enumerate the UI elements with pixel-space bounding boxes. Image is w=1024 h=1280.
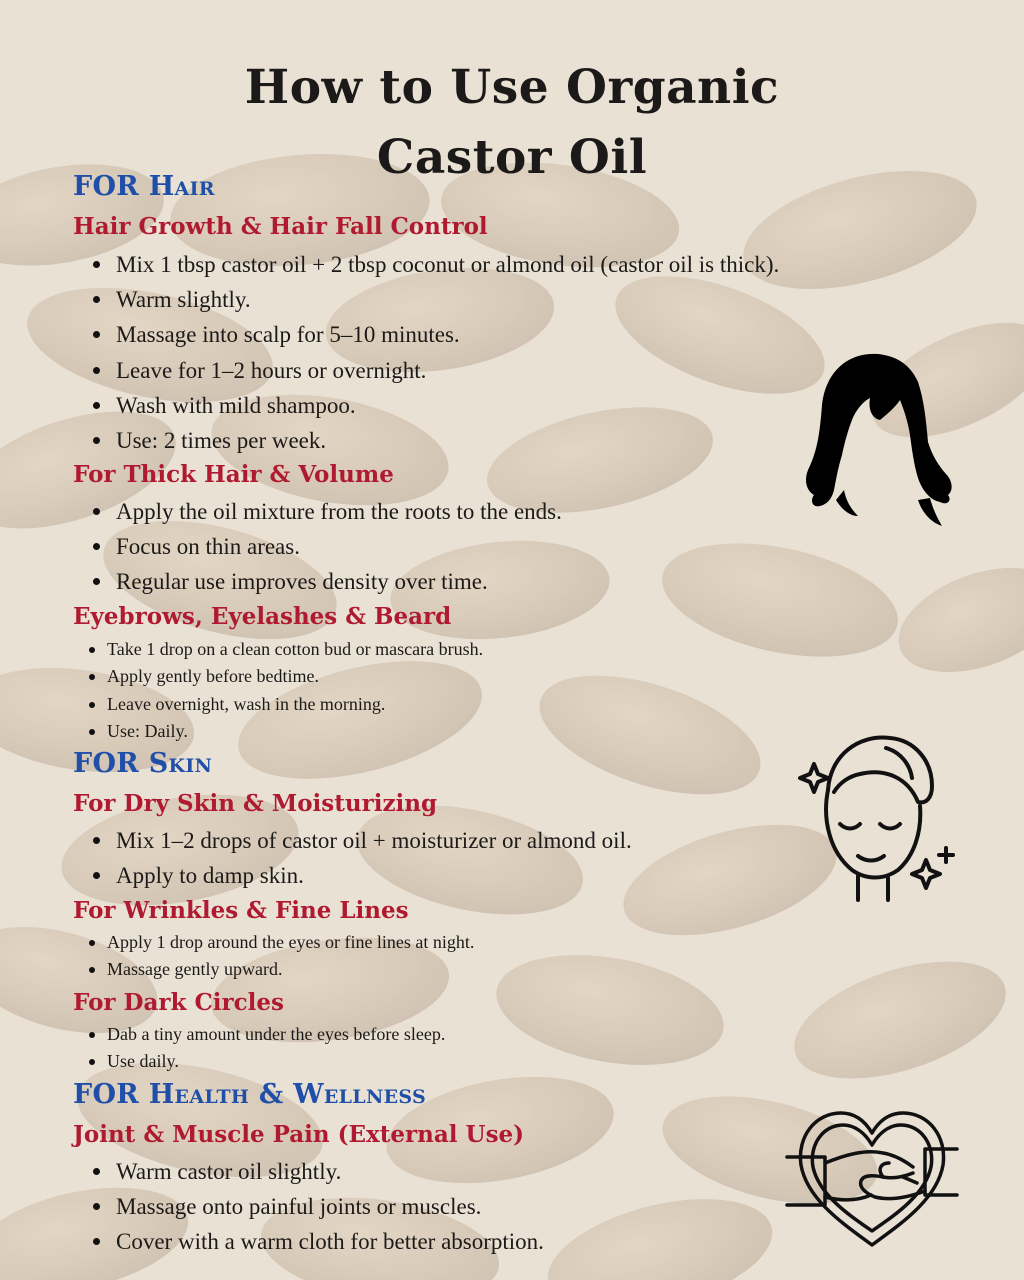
section-heading-hair: FOR Hair	[73, 171, 215, 202]
list-item: Apply 1 drop around the eyes or fine lines at night.	[73, 929, 474, 956]
face-care-icon	[790, 728, 955, 908]
subheading-dry-skin: For Dry Skin & Moisturizing	[73, 790, 438, 817]
list-item: Dab a tiny amount under the eyes before sleep.	[73, 1021, 445, 1048]
list-item: Mix 1 tbsp castor oil + 2 tbsp coconut or almond oil (castor oil is thick).	[73, 247, 779, 282]
hair-growth-list	[73, 247, 779, 458]
hair-icon	[800, 350, 955, 530]
wrinkles-list	[73, 929, 474, 984]
eyebrows-list	[73, 636, 483, 746]
subheading-dark-circles: For Dark Circles	[73, 989, 284, 1016]
list-item: Use: 2 times per week.	[73, 423, 779, 458]
list-item: Use: Daily.	[73, 718, 483, 745]
list-item: Warm slightly.	[73, 282, 779, 317]
dark-circles-list	[73, 1021, 445, 1076]
list-item: Cover with a warm cloth for better absorption.	[73, 1224, 544, 1259]
list-item: Leave overnight, wash in the morning.	[73, 691, 483, 718]
subheading-wrinkles: For Wrinkles & Fine Lines	[73, 897, 409, 924]
list-item: Use daily.	[73, 1048, 445, 1075]
section-heading-skin: FOR Skin	[73, 748, 213, 779]
list-item: Warm castor oil slightly.	[73, 1154, 544, 1189]
list-item: Massage into scalp for 5–10 minutes.	[73, 317, 779, 352]
dry-skin-list	[73, 823, 632, 893]
list-item: Take 1 drop on a clean cotton bud or mascara brush.	[73, 636, 483, 663]
list-item: Massage gently upward.	[73, 956, 474, 983]
list-item: Mix 1–2 drops of castor oil + moisturizer or almond oil.	[73, 823, 632, 858]
list-item: Leave for 1–2 hours or overnight.	[73, 353, 779, 388]
subheading-hair-growth: Hair Growth & Hair Fall Control	[73, 213, 488, 240]
subheading-eyebrows: Eyebrows, Eyelashes & Beard	[73, 603, 452, 630]
page-title-line-1: How to Use Organic	[244, 60, 780, 115]
subheading-thick-hair: For Thick Hair & Volume	[73, 461, 394, 488]
list-item: Apply to damp skin.	[73, 858, 632, 893]
page-title-line-2: Castor Oil	[376, 130, 648, 185]
section-heading-health: FOR Health & Wellness	[73, 1079, 427, 1110]
list-item: Focus on thin areas.	[73, 529, 562, 564]
subheading-joint-pain: Joint & Muscle Pain (External Use)	[73, 1121, 525, 1148]
heart-hands-icon	[785, 1105, 960, 1250]
list-item: Regular use improves density over time.	[73, 564, 562, 599]
list-item: Massage onto painful joints or muscles.	[73, 1189, 544, 1224]
list-item: Apply the oil mixture from the roots to the ends.	[73, 494, 562, 529]
thick-hair-list	[73, 494, 562, 600]
list-item: Apply gently before bedtime.	[73, 663, 483, 690]
list-item: Wash with mild shampoo.	[73, 388, 779, 423]
joint-pain-list	[73, 1154, 544, 1260]
